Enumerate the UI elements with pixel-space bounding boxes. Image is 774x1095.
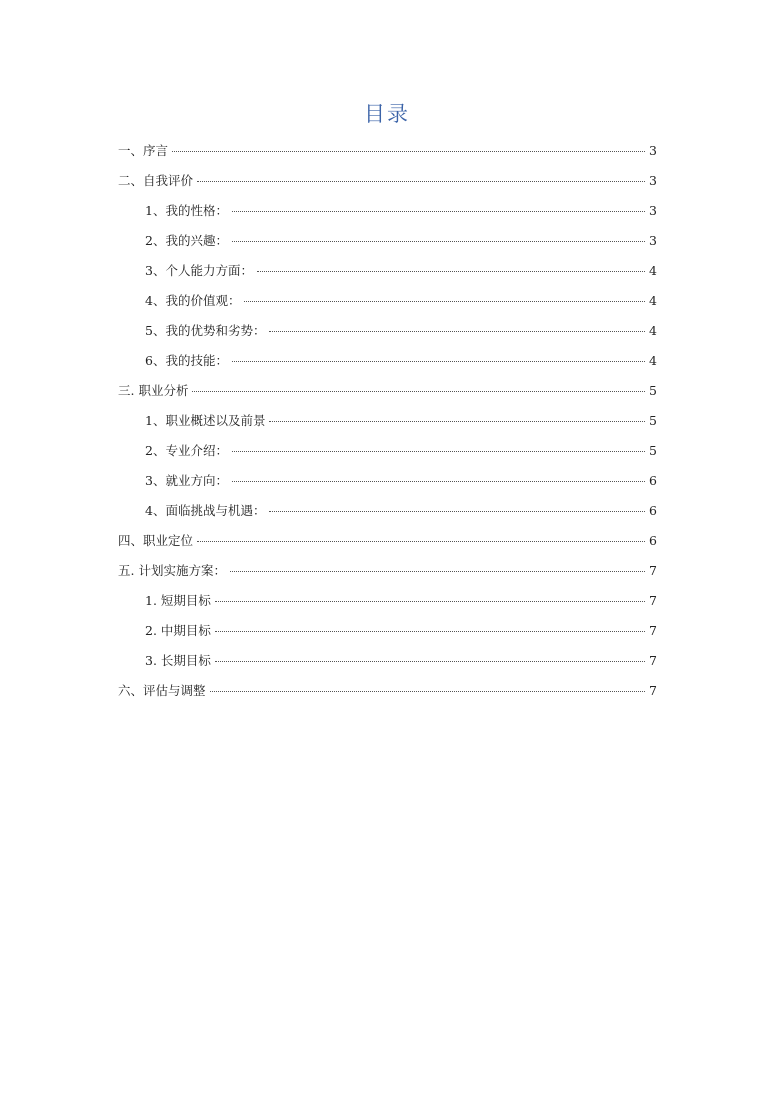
toc-entry-label: 1、我的性格： [145,203,228,218]
toc-entry-page: 5 [649,443,657,458]
toc-entry-page: 5 [649,383,657,398]
toc-entry-label: 一、序言 [118,143,169,158]
toc-entry[interactable] [145,620,657,642]
toc-entry[interactable] [145,230,657,252]
toc-entry[interactable] [145,440,657,462]
dot-leader [232,480,645,482]
dot-leader [230,570,645,572]
toc-entry[interactable] [145,470,657,492]
toc-entry-label: 三. 职业分析 [118,383,189,398]
dot-leader [192,390,645,392]
toc-entry[interactable] [118,170,657,192]
dot-leader [232,450,645,452]
toc-entry-label: 5、我的优势和劣势： [145,323,266,338]
dot-leader [269,330,645,332]
toc-entry-page: 6 [649,473,657,488]
toc-entry-label: 2、我的兴趣： [145,233,228,248]
toc-entry[interactable] [118,680,657,702]
toc-entry-label: 3、个人能力方面： [145,263,253,278]
dot-leader [215,660,645,662]
toc-entry[interactable] [145,320,657,342]
toc-entry-label: 二、自我评价 [118,173,194,188]
toc-entry[interactable] [118,380,657,402]
toc-entry-page: 7 [649,563,657,578]
toc-entry[interactable] [118,140,657,162]
toc-entry[interactable] [145,350,657,372]
toc-entry-label: 6、我的技能： [145,353,228,368]
toc-entry[interactable] [145,650,657,672]
toc-entry[interactable] [145,260,657,282]
toc-entry-page: 4 [649,263,657,278]
dot-leader [172,150,645,152]
dot-leader [215,600,645,602]
toc-entry-label: 1. 短期目标 [145,593,211,608]
dot-leader [232,360,645,362]
toc-entry-page: 4 [649,293,657,308]
toc-entry[interactable] [145,290,657,312]
toc-entry[interactable] [118,530,657,552]
dot-leader [269,420,645,422]
toc-entry-label: 2. 中期目标 [145,623,211,638]
toc-entry-page: 5 [649,413,657,428]
toc-entry-label: 四、职业定位 [118,533,194,548]
toc-entry-label: 1、职业概述以及前景 [145,413,266,428]
dot-leader [197,180,645,182]
dot-leader [269,510,645,512]
toc-entry-label: 五. 计划实施方案： [118,563,226,578]
dot-leader [197,540,645,542]
toc-entry-label: 2、专业介绍： [145,443,228,458]
dot-leader [257,270,645,272]
toc-entry-page: 6 [649,533,657,548]
toc-entry-page: 7 [649,623,657,638]
toc-entry[interactable] [145,500,657,522]
dot-leader [244,300,645,302]
toc-entry-page: 7 [649,653,657,668]
toc-entry[interactable] [145,590,657,612]
toc-entry-page: 7 [649,593,657,608]
dot-leader [232,210,645,212]
toc-entry-label: 3. 长期目标 [145,653,211,668]
dot-leader [232,240,645,242]
toc-entry-label: 3、就业方向： [145,473,228,488]
toc-entry-label: 4、面临挑战与机遇： [145,503,266,518]
toc-entry-page: 4 [649,323,657,338]
toc-entry[interactable] [145,200,657,222]
toc-title: 目录 [364,102,410,126]
toc-entry-page: 7 [649,683,657,698]
toc-entry-page: 6 [649,503,657,518]
toc-entry-label: 六、评估与调整 [118,683,206,698]
toc-entry-label: 4、我的价值观： [145,293,241,308]
toc-entry[interactable] [118,560,657,582]
toc-entry-page: 3 [649,173,657,188]
toc-entry-page: 3 [649,203,657,218]
dot-leader [215,630,645,632]
toc-entry-page: 3 [649,143,657,158]
toc-entry-page: 3 [649,233,657,248]
toc-entry-page: 4 [649,353,657,368]
toc-entry[interactable] [145,410,657,432]
dot-leader [210,690,646,692]
